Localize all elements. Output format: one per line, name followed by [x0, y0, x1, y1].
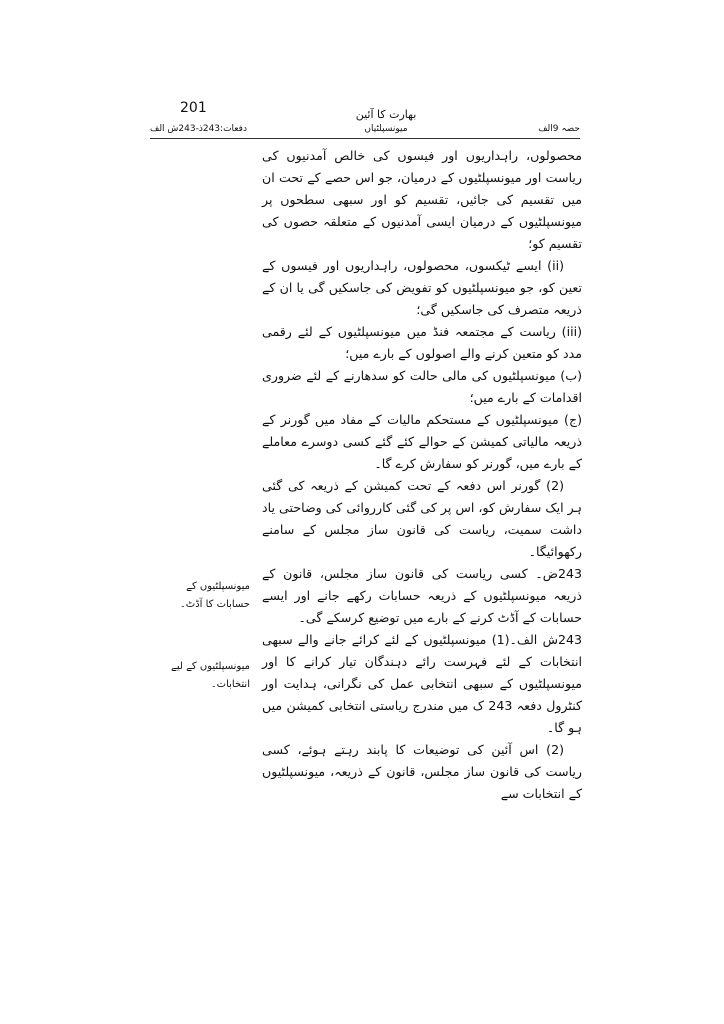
part-label: حصہ 9الف	[538, 124, 580, 134]
side-note-audit: میونسپلٹیوں کے حسابات کا آڈٹ۔	[179, 581, 250, 610]
paragraph: (ب) میونسپلٹیوں کی مالی حالت کو سدھارنے کے لئے ضروری اقدامات کے بارے میں؛	[262, 368, 582, 405]
page-title: بھارت کا آئین	[355, 108, 417, 121]
paragraph: (ج) میونسپلٹیوں کے مستحکم مالیات کے مفاد میں گورنر کے ذریعہ مالیاتی کمیشن کے حوالے کئے گئے کسی دوسرے معاملے کے بارے میں، گورنر کو سفارش کرے گا۔	[262, 412, 582, 471]
paragraph: (2) اس آئین کی توضیعات کا پابند رہتے ہوئے، کسی ریاست کی قانون ساز مجلس، قانون کے ذریعہ، میونسپلٹیوں کے انتخابات سے	[262, 742, 582, 801]
body-text	[262, 145, 582, 805]
paragraph: 243ش الف۔(1) میونسپلٹیوں کے لئے کرائے جانے والے سبھی انتخابات کے لئے فہرست رائے دہندگان تیار کرانے کا اور میونسپلٹیوں کے سبھی انتخابی عمل کی نگرانی، ہدایت اور کنٹرول دفعہ 243 ک میں مندرج ریاستی انتخابی کمیشن میں ہو گا۔	[262, 632, 582, 735]
articles-range: دفعات:243ذ-243ش الف	[150, 124, 247, 134]
paragraph: (2) گورنر اس دفعہ کے تحت کمیشن کے ذریعہ کی گئی ہر ایک سفارش کو، اس پر کی گئی کارروائی کی وضاحتی یاد داشت سمیت، ریاست کی قانون ساز مجلس کے سامنے رکھوائیگا۔	[262, 478, 582, 559]
page-number: 201	[180, 100, 207, 116]
page-subtitle: میونسپلٹیاں	[364, 124, 408, 134]
paragraph: (iii) ریاست کے مجتمعہ فنڈ میں میونسپلٹیوں کے لئے رقمی مدد کو متعین کرنے والے اصولوں کے بارے میں؛	[262, 324, 582, 361]
header-rule	[150, 138, 580, 139]
paragraph: (ii) ایسے ٹیکسوں، محصولوں، راہداریوں اور فیسوں کے تعین کو، جو میونسپلٹیوں کو تفویض کی جاسکیں گی یا ان کے ذریعہ متصرف کی جاسکیں گی؛	[262, 258, 582, 317]
paragraph: 243ض۔ کسی ریاست کی قانون ساز مجلس، قانون کے ذریعہ میونسپلٹیوں کے ذریعہ حسابات رکھے جانے اور ایسے حسابات کے آڈٹ کرنے کے بارے میں توضیع کرسکے گی۔	[262, 566, 582, 625]
side-note-elections: میونسپلٹیوں کے لیے انتخابات۔	[170, 661, 250, 690]
paragraph: محصولوں، راہداریوں اور فیسوں کی خالص آمدنیوں کی ریاست اور میونسپلٹیوں کے درمیان، جو اس حصے کے تحت ان میں تقسیم کی جائیں، تقسیم کو اور سبھی سطحوں پر میونسپلٹیوں کے درمیان ایسی آمدنیوں کے متعلقہ حصوں کی تقسیم کو؛	[262, 148, 582, 251]
